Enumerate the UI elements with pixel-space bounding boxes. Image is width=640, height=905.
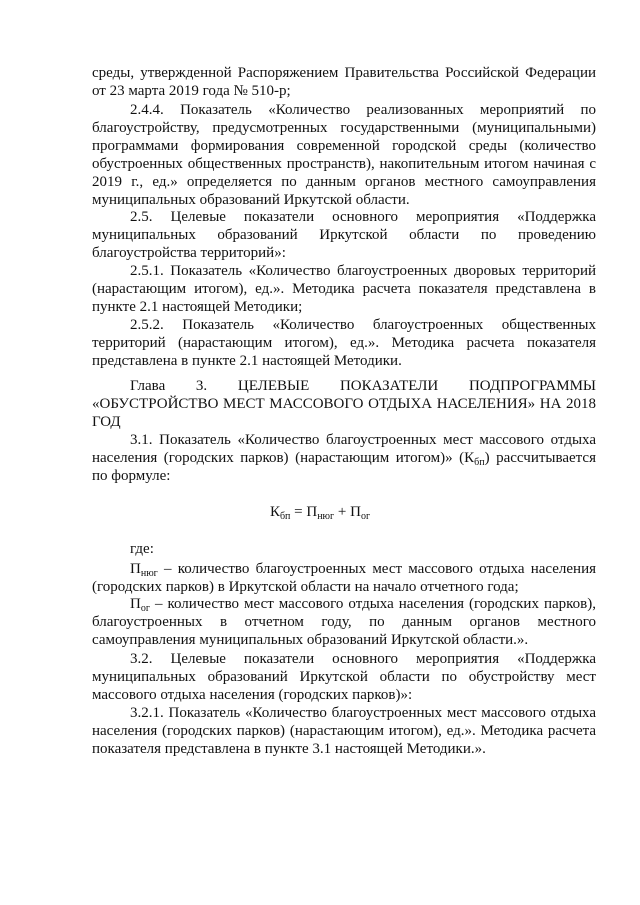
formula-lhs-subscript: бп bbox=[279, 511, 291, 522]
paragraph-2-5-1: 2.5.1. Показатель «Количество благоустроенных дворовых территорий (нарастающим итогом), ед.». Методика расчета показателя представлена в пункте 2.1 настоящей Методики; bbox=[92, 263, 596, 315]
paragraph-3-1-text-after: ) рассчитывается по формуле: bbox=[92, 450, 596, 484]
paragraph-3-1 bbox=[92, 431, 596, 485]
formula-eq-term1: = П bbox=[290, 504, 318, 520]
paragraph-2-5-2: 2.5.2. Показатель «Количество благоустроенных общественных территорий (нарастающим итогом), ед.». Методика расчета показателя представлена в пункте 2.1 настоящей Методики. bbox=[92, 317, 596, 369]
definition-2-symbol: П bbox=[130, 596, 141, 612]
definition-p-nyug bbox=[92, 560, 596, 596]
paragraph-3-1-subscript: бп bbox=[474, 457, 485, 468]
where-label: где: bbox=[130, 541, 154, 557]
paragraph-2-5: 2.5. Целевые показатели основного мероприятия «Поддержка муниципальных образований Иркутской области по проведению благоустройства территорий»: bbox=[92, 209, 596, 261]
definition-1-symbol: П bbox=[130, 561, 141, 577]
paragraph-3-1-text-before: 3.1. Показатель «Количество благоустроенных мест массового отдыха населения (городских парков) (нарастающим итогом)» (К bbox=[92, 432, 596, 466]
formula-term1-subscript: нюг bbox=[317, 511, 335, 522]
definition-p-og bbox=[92, 595, 596, 649]
formula bbox=[0, 503, 640, 521]
definition-2-subscript: ог bbox=[140, 603, 150, 614]
paragraph-3-2-1: 3.2.1. Показатель «Количество благоустроенных мест массового отдыха населения (городских парков) (нарастающим итогом), ед.». Методика расчета показателя представлена в пункте 3.1 настоящей Методики.». bbox=[92, 705, 596, 757]
definition-1-text: – количество благоустроенных мест массового отдыха населения (городских парков) в Иркутской области на начало отчетного года; bbox=[92, 561, 596, 595]
definition-2-text: – количество мест массового отдыха населения (городских парков), благоустроенных в отчетном году, по данным органов местного самоуправления муниципальных образований Иркутской области.». bbox=[92, 596, 596, 648]
chapter-3-heading: Глава 3. ЦЕЛЕВЫЕ ПОКАЗАТЕЛИ ПОДПРОГРАММЫ «ОБУСТРОЙСТВО МЕСТ МАССОВОГО ОТДЫХА НАСЕЛЕНИЯ» НА 2018 ГОД bbox=[92, 378, 596, 430]
paragraph-3-2: 3.2. Целевые показатели основного мероприятия «Поддержка муниципальных образований Иркутской области по обустройству мест массового отдыха населения (городских парков)»: bbox=[92, 651, 596, 703]
formula-plus-term2: + П bbox=[334, 504, 361, 520]
formula-term2-subscript: ог bbox=[360, 511, 371, 522]
paragraph-continuation: среды, утвержденной Распоряжением Правительства Российской Федерации от 23 марта 2019 года № 510-р; bbox=[92, 65, 596, 99]
definition-1-subscript: нюг bbox=[140, 568, 158, 579]
paragraph-2-4-4: 2.4.4. Показатель «Количество реализованных мероприятий по благоустройству, предусмотренных государственными (муниципальными) программами формирования современной городской среды (количество обустроенных общественных пространств), накопительным итогом начиная с 2019 г., ед.» определяется по данным органов местного самоуправления муниципальных образований Иркутской области. bbox=[92, 102, 596, 208]
formula-lhs: К bbox=[269, 504, 280, 520]
